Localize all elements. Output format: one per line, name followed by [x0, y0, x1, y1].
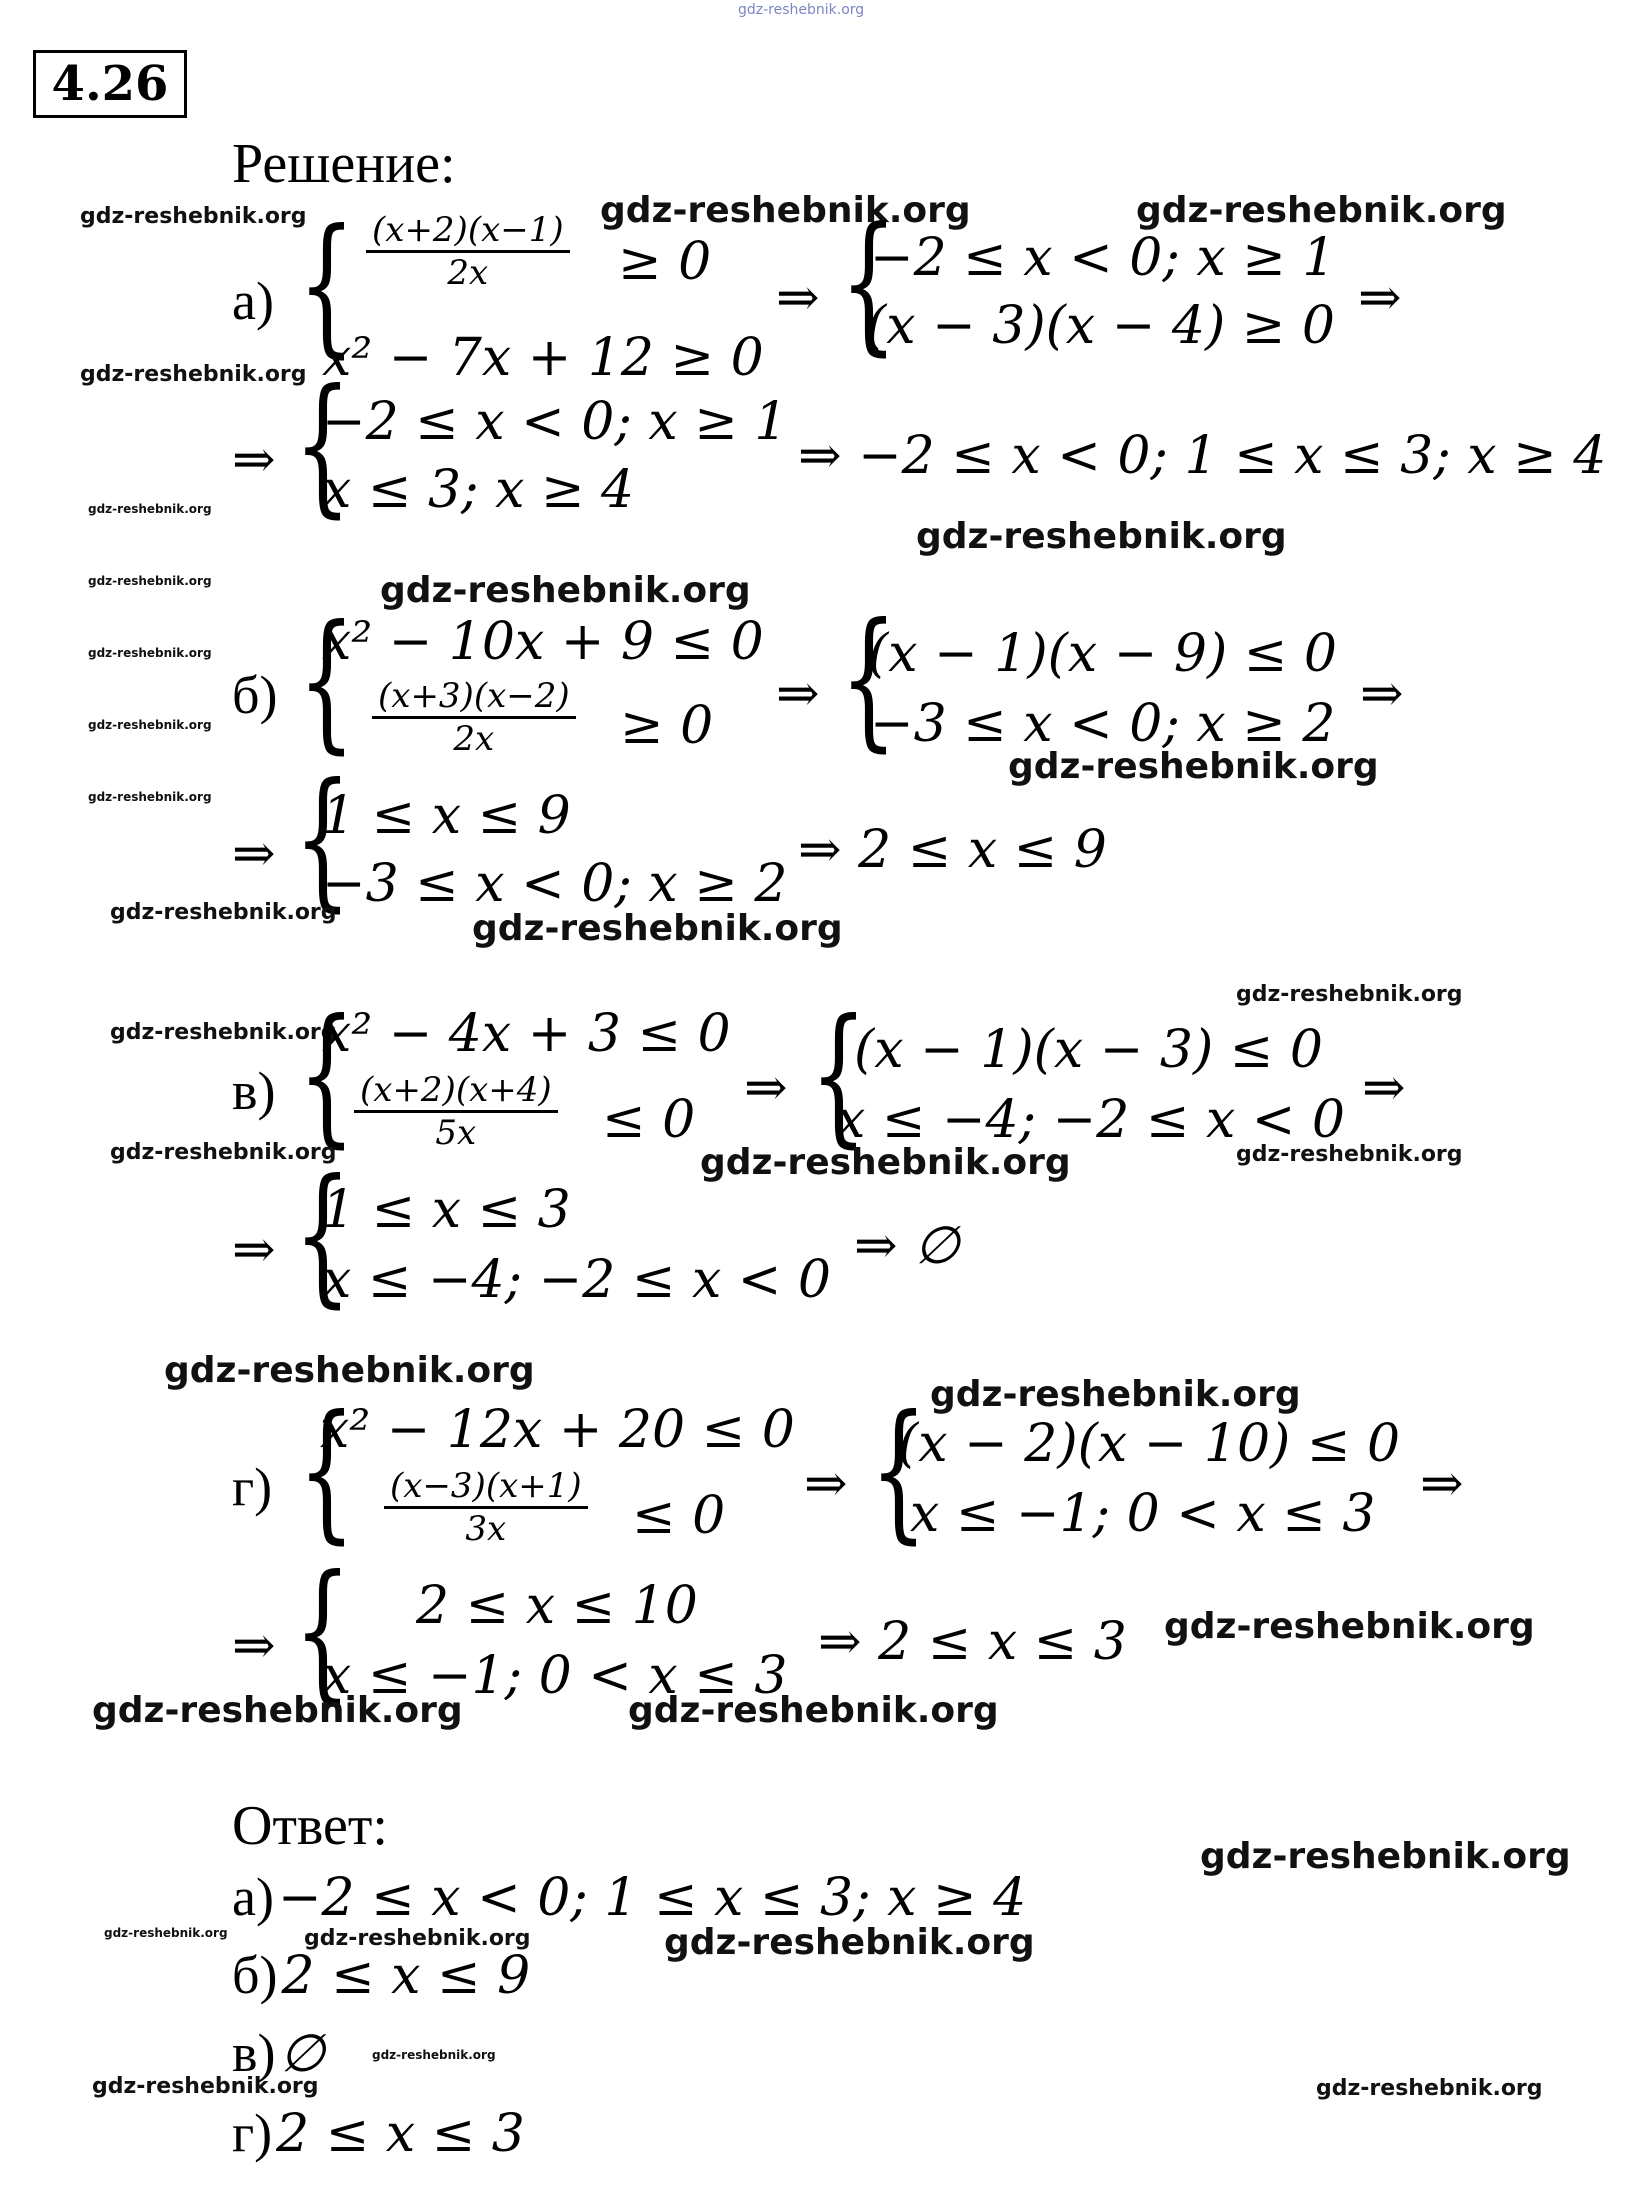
fraction-denominator: 3x [465, 1509, 507, 1549]
implies-arrow: ⇒ [1362, 1058, 1406, 1118]
part-v-system3-line1: 1 ≤ x ≤ 3 [322, 1180, 571, 1240]
answer-label: в) [232, 2023, 276, 2083]
answer-label: а) [232, 1867, 274, 1927]
implies-arrow: ⇒ [232, 824, 276, 884]
watermark: gdz-reshebnik.org [930, 1374, 1301, 1415]
watermark: gdz-reshebnik.org [1200, 1836, 1571, 1877]
watermark-top: gdz-reshebnik.org [738, 2, 865, 18]
fraction-denominator: 5x [435, 1113, 477, 1153]
implies-arrow: ⇒ [1420, 1454, 1464, 1514]
part-g-system2-line2: x ≤ −1; 0 < x ≤ 3 [910, 1484, 1376, 1544]
brace: { [294, 1148, 352, 1322]
brace: { [294, 358, 352, 532]
implies-arrow: ⇒ [1360, 664, 1404, 724]
watermark: gdz-reshebnik.org [92, 2074, 319, 2099]
part-a-system3-line2: x ≤ 3; x ≥ 4 [322, 460, 635, 520]
part-b-system1-line1: x² − 10x + 9 ≤ 0 [322, 612, 764, 672]
part-v-result: ⇒ ∅ [854, 1216, 960, 1276]
watermark: gdz-reshebnik.org [80, 362, 307, 387]
part-b-label: б) [232, 665, 278, 725]
part-a-label: а) [232, 271, 274, 331]
watermark: gdz-reshebnik.org [372, 2048, 496, 2062]
brace: { [840, 196, 898, 370]
part-a-system2-line1: −2 ≤ x < 0; x ≥ 1 [870, 228, 1336, 288]
watermark: gdz-reshebnik.org [1316, 2076, 1543, 2101]
part-g-system3-line2: x ≤ −1; 0 < x ≤ 3 [322, 1646, 788, 1706]
brace: { [298, 594, 356, 768]
part-g-label: г) [232, 1457, 273, 1517]
implies-arrow: ⇒ [744, 1058, 788, 1118]
watermark: gdz-reshebnik.org [628, 1690, 999, 1731]
answer-value: 2 ≤ x ≤ 9 [281, 1946, 531, 2006]
watermark: gdz-reshebnik.org [472, 908, 843, 949]
answer-value: −2 ≤ x < 0; 1 ≤ x ≤ 3; x ≥ 4 [277, 1868, 1027, 1928]
part-a-result: ⇒ −2 ≤ x < 0; 1 ≤ x ≤ 3; x ≥ 4 [798, 426, 1607, 486]
part-g-result: ⇒ 2 ≤ x ≤ 3 [818, 1612, 1127, 1672]
part-v-label: в) [232, 1061, 276, 1121]
implies-arrow: ⇒ [232, 1220, 276, 1280]
brace: { [298, 198, 356, 372]
brace: { [294, 752, 352, 926]
watermark: gdz-reshebnik.org [88, 790, 212, 804]
watermark: gdz-reshebnik.org [1236, 1142, 1463, 1167]
part-b-system2-line1: (x − 1)(x − 9) ≤ 0 [868, 624, 1337, 684]
fraction-relation: ≥ 0 [618, 232, 712, 292]
watermark: gdz-reshebnik.org [88, 574, 212, 588]
part-a-system2-line2: (x − 3)(x − 4) ≥ 0 [866, 296, 1335, 356]
implies-arrow: ⇒ [1358, 268, 1402, 328]
answer-value: 2 ≤ x ≤ 3 [276, 2104, 525, 2164]
part-b-result: ⇒ 2 ≤ x ≤ 9 [798, 820, 1107, 880]
part-b-system2-line2: −3 ≤ x < 0; x ≥ 2 [870, 694, 1336, 754]
brace: { [810, 988, 868, 1162]
watermark: gdz-reshebnik.org [110, 1140, 337, 1165]
watermark: gdz-reshebnik.org [1008, 746, 1379, 787]
watermark: gdz-reshebnik.org [304, 1926, 531, 1951]
watermark: gdz-reshebnik.org [80, 204, 307, 229]
fraction-numerator: (x+3)(x−2) [372, 676, 576, 719]
part-v-system1-line1: x² − 4x + 3 ≤ 0 [322, 1004, 731, 1064]
fraction-numerator: (x+2)(x−1) [366, 210, 570, 253]
watermark: gdz-reshebnik.org [88, 646, 212, 660]
part-g-fraction [384, 1466, 588, 1549]
watermark: gdz-reshebnik.org [88, 502, 212, 516]
part-a-fraction [366, 210, 570, 293]
answer-label: г) [232, 2103, 273, 2163]
implies-arrow: ⇒ [776, 268, 820, 328]
solution-heading: Решение: [232, 133, 456, 195]
fraction-relation: ≥ 0 [620, 696, 714, 756]
brace: { [294, 1544, 352, 1718]
brace: { [298, 988, 356, 1162]
part-g-system2-line1: (x − 2)(x − 10) ≤ 0 [898, 1414, 1401, 1474]
part-b-system3-line2: −3 ≤ x < 0; x ≥ 2 [322, 854, 788, 914]
fraction-numerator: (x+2)(x+4) [354, 1070, 558, 1113]
watermark: gdz-reshebnik.org [700, 1142, 1071, 1183]
brace: { [298, 1384, 356, 1558]
implies-arrow: ⇒ [804, 1454, 848, 1514]
answer-value: ∅ [279, 2024, 325, 2084]
watermark: gdz-reshebnik.org [380, 570, 751, 611]
watermark: gdz-reshebnik.org [664, 1922, 1035, 1963]
part-v-system3-line2: x ≤ −4; −2 ≤ x < 0 [322, 1250, 831, 1310]
fraction-denominator: 2x [447, 253, 489, 293]
brace: { [870, 1384, 928, 1558]
answer-heading: Ответ: [232, 1795, 388, 1857]
answer-g [232, 2102, 525, 2164]
part-a-system3-line1: −2 ≤ x < 0; x ≥ 1 [322, 392, 788, 452]
watermark: gdz-reshebnik.org [104, 1926, 228, 1940]
watermark: gdz-reshebnik.org [1136, 190, 1507, 231]
watermark: gdz-reshebnik.org [916, 516, 1287, 557]
part-g-system1-line1: x² − 12x + 20 ≤ 0 [320, 1400, 795, 1460]
watermark: gdz-reshebnik.org [110, 1020, 337, 1045]
part-b-system3-line1: 1 ≤ x ≤ 9 [322, 786, 571, 846]
answer-b [232, 1944, 530, 2006]
answer-a [232, 1866, 1026, 1928]
watermark: gdz-reshebnik.org [92, 1690, 463, 1731]
fraction-denominator: 2x [453, 719, 495, 759]
implies-arrow: ⇒ [232, 430, 276, 490]
part-v-system2-line1: (x − 1)(x − 3) ≤ 0 [854, 1020, 1323, 1080]
problem-number: 4.26 [33, 50, 187, 118]
implies-arrow: ⇒ [776, 664, 820, 724]
part-v-fraction [354, 1070, 558, 1153]
watermark: gdz-reshebnik.org [1164, 1606, 1535, 1647]
watermark: gdz-reshebnik.org [110, 900, 337, 925]
watermark: gdz-reshebnik.org [1236, 982, 1463, 1007]
watermark: gdz-reshebnik.org [88, 718, 212, 732]
part-b-fraction [372, 676, 576, 759]
watermark: gdz-reshebnik.org [164, 1350, 535, 1391]
part-v-system2-line2: x ≤ −4; −2 ≤ x < 0 [836, 1090, 1345, 1150]
answer-label: б) [232, 1945, 278, 2005]
part-a-system1-line2: x² − 7x + 12 ≥ 0 [322, 328, 764, 388]
part-g-system3-line1: 2 ≤ x ≤ 10 [416, 1576, 698, 1636]
implies-arrow: ⇒ [232, 1616, 276, 1676]
watermark: gdz-reshebnik.org [600, 190, 971, 231]
fraction-relation: ≤ 0 [632, 1486, 726, 1546]
fraction-relation: ≤ 0 [602, 1090, 696, 1150]
fraction-numerator: (x−3)(x+1) [384, 1466, 588, 1509]
brace: { [840, 592, 898, 766]
